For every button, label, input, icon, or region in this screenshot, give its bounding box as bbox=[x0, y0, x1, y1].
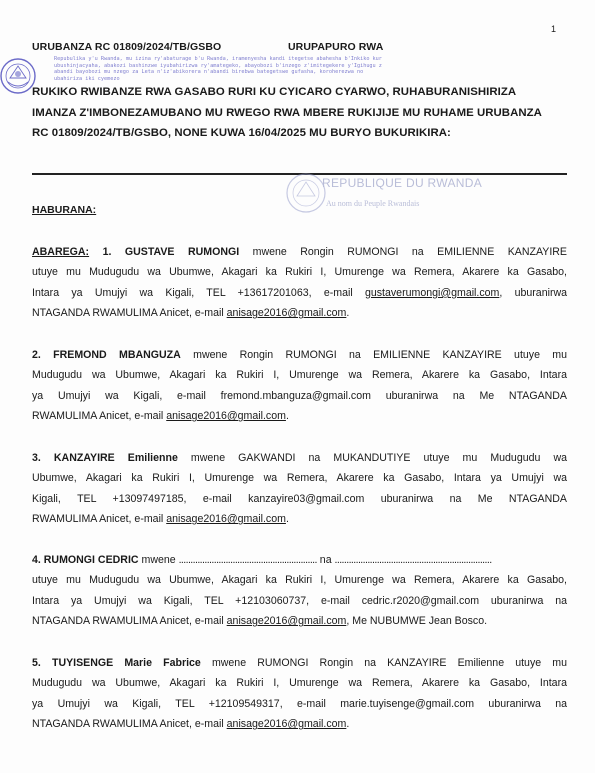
email-link[interactable]: anisage2016@gmail.com bbox=[226, 718, 347, 731]
heading-line: IMANZA Z'IMBONEZAMUBANO MU RWEGO RWA MBERE RUKIJIJE MU RUHAME URUBANZA bbox=[32, 106, 542, 119]
email-link[interactable]: anisage2016@gmail.com bbox=[166, 410, 286, 423]
heading-line: RC 01809/2024/TB/GSBO, NONE KUWA 16/04/2025 MU BURYO BUKURIKIRA: bbox=[32, 127, 451, 139]
party-line: Mudugudu wa Ubumwe, Akagari ka Rukiri I, Umurenge wa Remera, Akarere ka Gasabo, Intara bbox=[32, 369, 567, 382]
party-line: 3. KANZAYIRE Emilienne mwene GAKWANDI na MUKANDUTIYE utuye mu Mudugudu wa bbox=[32, 452, 567, 464]
judgment-heading bbox=[32, 82, 567, 144]
party-paragraph-5 bbox=[32, 653, 567, 735]
party-name: 5. TUYISENGE Marie Fabrice bbox=[32, 657, 201, 669]
section-label: HABURANA: bbox=[32, 204, 97, 216]
party-line: Intara ya Umujyi wa Kigali, TEL +13617201063, e-mail gustaverumongi@gmail.com, uburanirwa bbox=[32, 286, 568, 299]
email-link[interactable]: anisage2016@gmail.com bbox=[166, 513, 286, 526]
party-line: Mudugudu wa Ubumwe, Akagari ka Rukiri I, Umurenge wa Remera, Akarere ka Gasabo, Intara bbox=[32, 677, 567, 690]
party-line: ya Umujyi wa Kigali, TEL +12109549317, e-mail marie.tuyisenge@gmail.com uburanirwa na bbox=[32, 697, 567, 710]
party-line: RWAMULIMA Anicet, e-mail anisage2016@gmail.com. bbox=[32, 410, 289, 423]
party-line: 2. FREMOND MBANGUZA mwene Rongin RUMONGI na EMILIENNE KANZAYIRE utuye mu bbox=[32, 349, 567, 361]
party-name: 1. GUSTAVE RUMONGI bbox=[102, 246, 240, 258]
party-line: NTAGANDA RWAMULIMA Anicet, e-mail anisage2016@gmail.com, Me NUBUMWE Jean Bosco. bbox=[32, 615, 488, 628]
party-line: ya Umujyi wa Kigali, e-mail fremond.mbanguza@gmail.com uburanirwa na Me NTAGANDA bbox=[32, 389, 567, 402]
party-name: 3. KANZAYIRE Emilienne bbox=[32, 452, 178, 464]
party-line: Ubumwe, Akagari ka Rukiri I, Umurenge wa Remera, Akarere ka Gasabo, Intara ya Umujyi wa bbox=[32, 472, 567, 485]
party-role-label: ABAREGA: bbox=[32, 246, 90, 258]
party-line: Kigali, TEL +13097497185, e-mail kanzayire03@gmail.com uburanirwa na Me NTAGANDA bbox=[32, 492, 567, 505]
watermark-title: REPUBLIQUE DU RWANDA bbox=[322, 176, 483, 190]
party-line: Intara ya Umujyi wa Kigali, TEL +12103060737, e-mail cedric.r2020@gmail.com uburanirwa na bbox=[32, 594, 567, 607]
party-name: 4. RUMONGI CEDRIC bbox=[32, 554, 139, 566]
party-paragraph-1 bbox=[32, 242, 567, 324]
email-link[interactable]: anisage2016@gmail.com bbox=[226, 615, 347, 628]
email-link[interactable]: gustaverumongi@gmail.com bbox=[364, 286, 500, 299]
blank-dots: ................................................................... bbox=[334, 554, 492, 566]
party-line: 4. RUMONGI CEDRIC mwene ........................................................... na ................................................................... bbox=[32, 554, 492, 566]
heading-line: RUKIKO RWIBANZE RWA GASABO RURI KU CYICARO CYARWO, RUHABURANISHIRIZA bbox=[32, 86, 517, 98]
party-paragraph-2 bbox=[32, 345, 567, 427]
email-link[interactable]: anisage2016@gmail.com bbox=[226, 307, 347, 320]
party-line: utuye mu Mudugudu wa Ubumwe, Akagari ka Rukiri I, Umurenge wa Remera, Akarere ka Gasabo, bbox=[32, 574, 567, 587]
party-line: utuye mu Mudugudu wa Ubumwe, Akagari ka Rukiri I, Umurenge wa Remera, Akarere ka Gasabo, bbox=[32, 266, 567, 279]
party-paragraph-3 bbox=[32, 448, 567, 530]
blank-dots: ........................................................... bbox=[178, 554, 317, 566]
party-line: ABAREGA: 1. GUSTAVE RUMONGI mwene Rongin RUMONGI na EMILIENNE KANZAYIRE bbox=[32, 246, 567, 258]
party-line: NTAGANDA RWAMULIMA Anicet, e-mail anisage2016@gmail.com. bbox=[32, 307, 350, 320]
page-number: 1 bbox=[551, 24, 557, 34]
party-name: 2. FREMOND MBANGUZA bbox=[32, 349, 181, 361]
document-type: URUPAPURO RWA bbox=[288, 41, 384, 53]
party-line: 5. TUYISENGE Marie Fabrice mwene RUMONGI Rongin na KANZAYIRE Emilienne utuye mu bbox=[32, 657, 567, 669]
case-reference: URUBANZA RC 01809/2024/TB/GSBO bbox=[32, 41, 222, 53]
watermark-subtitle: Au nom du Peuple Rwandais bbox=[326, 199, 420, 208]
court-stamp-text: Repubulika y'u Rwanda, mu izina ry'abaturage b'u Rwanda, iramenyesha kandi itegetse abahesha b'Inkiko kur ubushinjacyaha, abakozi bashinzwe iyubahirizwa ry'amategeko, abayobozi b'inzego z'imitegekere y'Igihugu z abandi bayobozi mu nzego za Leta n'iz'abikorera n'abandi birebwa bategetswe gufasha, koroherezwa no ubahiriza iki cyemezo bbox=[54, 56, 382, 82]
party-line: NTAGANDA RWAMULIMA Anicet, e-mail anisage2016@gmail.com. bbox=[32, 718, 350, 731]
party-line: RWAMULIMA Anicet, e-mail anisage2016@gmail.com. bbox=[32, 513, 289, 526]
party-paragraph-4 bbox=[32, 550, 567, 632]
